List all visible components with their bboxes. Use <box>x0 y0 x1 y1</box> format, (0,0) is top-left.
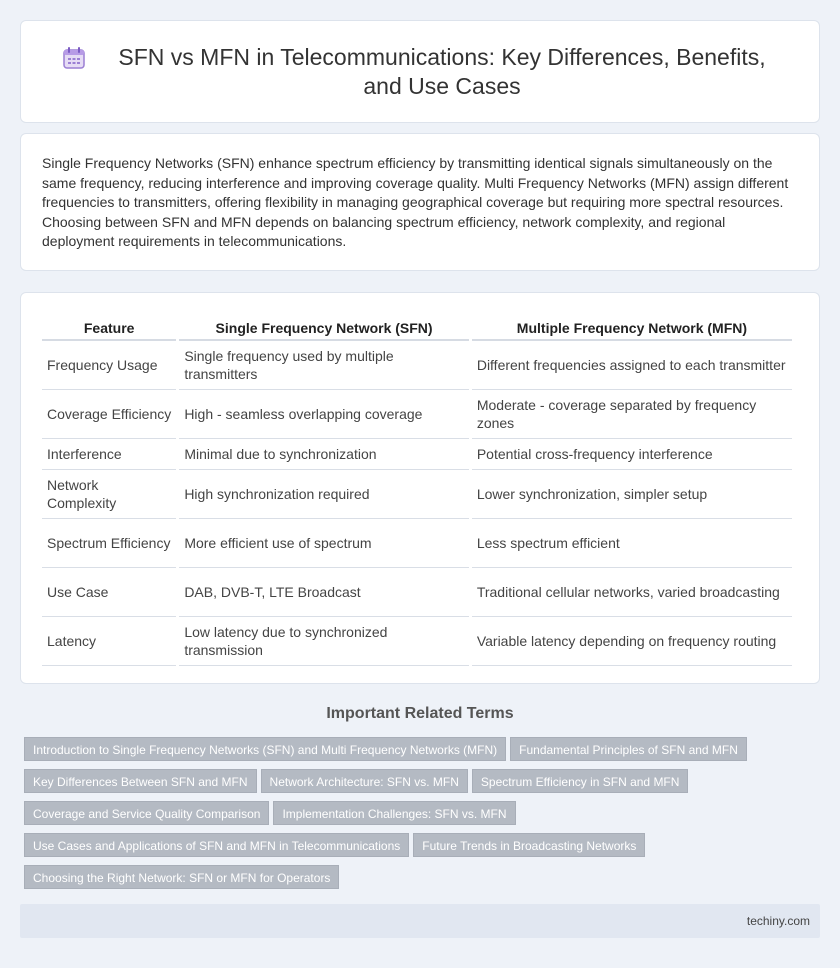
table-cell: Different frequencies assigned to each transmitter <box>472 341 792 390</box>
page-title: SFN vs MFN in Telecommunications: Key Differences, Benefits, and Use Cases <box>118 43 766 99</box>
related-term-tag[interactable]: Future Trends in Broadcasting Networks <box>413 833 645 857</box>
related-term-tag[interactable]: Introduction to Single Frequency Networks (SFN) and Multi Frequency Networks (MFN) <box>24 737 506 761</box>
footer <box>20 904 820 938</box>
table-cell: Interference <box>42 439 176 470</box>
table-row <box>42 439 792 470</box>
table-cell: Variable latency depending on frequency routing <box>472 617 792 666</box>
table-cell: Potential cross-frequency interference <box>472 439 792 470</box>
related-term-tag[interactable]: Use Cases and Applications of SFN and MFN in Telecommunications <box>24 833 409 857</box>
column-header: Multiple Frequency Network (MFN) <box>472 313 792 341</box>
table-row <box>42 341 792 390</box>
related-term-tag[interactable]: Network Architecture: SFN vs. MFN <box>261 769 468 793</box>
table-cell: Traditional cellular networks, varied broadcasting <box>472 568 792 617</box>
table-header-row <box>42 313 792 341</box>
table-cell: Less spectrum efficient <box>472 519 792 568</box>
related-term-tag[interactable]: Choosing the Right Network: SFN or MFN for Operators <box>24 865 339 889</box>
table-cell: Coverage Efficiency <box>42 390 176 439</box>
related-term-tag[interactable]: Key Differences Between SFN and MFN <box>24 769 257 793</box>
related-term-tag[interactable]: Coverage and Service Quality Comparison <box>24 801 269 825</box>
table-cell: Network Complexity <box>42 470 176 519</box>
comparison-table <box>39 313 795 666</box>
table-cell: Frequency Usage <box>42 341 176 390</box>
title-card <box>20 20 820 123</box>
table-cell: Use Case <box>42 568 176 617</box>
table-row <box>42 519 792 568</box>
related-terms-heading: Important Related Terms <box>326 705 514 722</box>
table-cell: DAB, DVB-T, LTE Broadcast <box>179 568 469 617</box>
table-cell: Lower synchronization, simpler setup <box>472 470 792 519</box>
table-cell: More efficient use of spectrum <box>179 519 469 568</box>
related-term-tag[interactable]: Fundamental Principles of SFN and MFN <box>510 737 747 761</box>
table-cell: Single frequency used by multiple transmitters <box>179 341 469 390</box>
table-cell: Latency <box>42 617 176 666</box>
table-row <box>42 568 792 617</box>
comparison-card <box>20 292 820 684</box>
table-row <box>42 470 792 519</box>
table-cell: Moderate - coverage separated by frequency zones <box>472 390 792 439</box>
table-row <box>42 617 792 666</box>
table-cell: Minimal due to synchronization <box>179 439 469 470</box>
related-term-tag[interactable]: Spectrum Efficiency in SFN and MFN <box>472 769 689 793</box>
column-header: Feature <box>42 313 176 341</box>
title-wrap <box>21 21 819 122</box>
table-cell: Low latency due to synchronized transmission <box>179 617 469 666</box>
table-cell: High synchronization required <box>179 470 469 519</box>
intro-paragraph: Single Frequency Networks (SFN) enhance spectrum efficiency by transmitting identical signals simultaneously on the same frequency, reducing interference and improving coverage quality. Multi Frequency Networks (MFN) assign different frequencies to transmitters, offering flexibility in managing geographical coverage but requiring more spectral resources. Choosing between SFN and MFN depends on balancing spectrum efficiency, network complexity, and regional deployment requirements in telecommunications. <box>42 155 789 250</box>
related-terms-list <box>24 737 804 897</box>
table-row <box>42 390 792 439</box>
intro-card <box>20 133 820 271</box>
column-header: Single Frequency Network (SFN) <box>179 313 469 341</box>
related-term-tag[interactable]: Implementation Challenges: SFN vs. MFN <box>273 801 515 825</box>
table-cell: Spectrum Efficiency <box>42 519 176 568</box>
calendar-icon <box>61 45 87 71</box>
table-cell: High - seamless overlapping coverage <box>179 390 469 439</box>
footer-site-link[interactable]: techiny.com <box>746 914 810 928</box>
